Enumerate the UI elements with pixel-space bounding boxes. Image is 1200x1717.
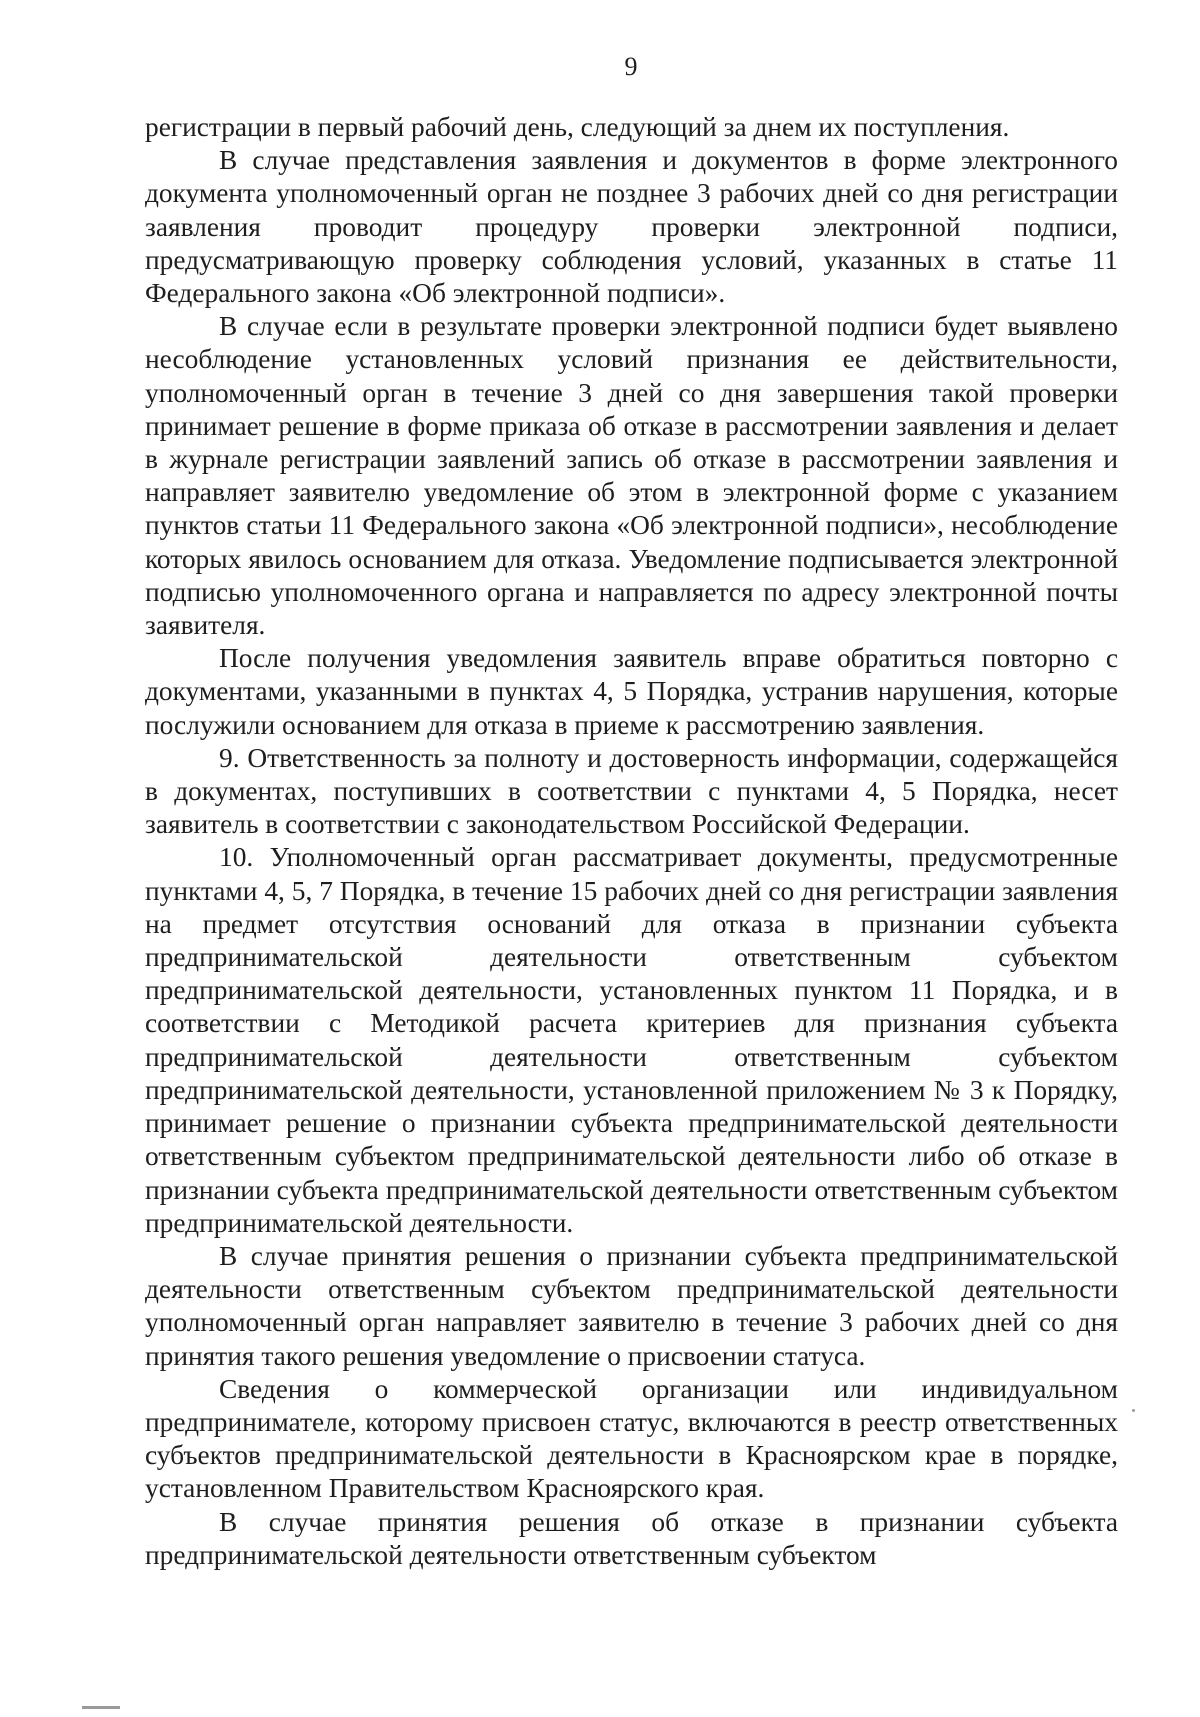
paragraph-item-9: 9. Ответственность за полноту и достоверность информации, содержащейся в документах, поступивших в соответствии с пунктами 4, 5 Порядка, несет заявитель в соответствии с законодательством Российской Федерации. [145, 742, 1118, 840]
paragraph-electronic-document: В случае представления заявления и документов в форме электронного документа уполномоченный орган не позднее 3 рабочих дней со дня регистрации заявления проводит процедуру проверки электронной подписи, предусматривающую проверку соблюдения условий, указанных в статье 11 Федерального закона «Об электронной подписи». [145, 145, 1118, 309]
paragraph-status-assignment: В случае принятия решения о признании субъекта предпринимательской деятельности ответственным субъектом предпринимательской деятельности уполномоченный орган направляет заявителю в течение 3 рабочих дней со дня принятия такого решения уведомление о присвоении статуса. [145, 1240, 1118, 1371]
paragraph-item-10: 10. Уполномоченный орган рассматривает документы, предусмотренные пунктами 4, 5, 7 Порядка, в течение 15 рабочих дней со дня регистрации заявления на предмет отсутствия оснований для отказа в признании субъекта предпринимательской деятельности ответственным субъектом предпринимательской деятельности, установленных пунктом 11 Порядка, и в соответствии с Методикой расчета критериев для признания субъекта предпринимательской деятельности ответственным субъектом предпринимательской деятельности, установленной приложением № 3 к Порядку, принимает решение о признании субъекта предпринимательской деятельности ответственным субъектом предпринимательской деятельности либо об отказе в признании субъекта предпринимательской деятельности ответственным субъектом предпринимательской деятельности. [145, 842, 1118, 1238]
paragraph-registry-inclusion: Сведения о коммерческой организации или индивидуальном предпринимателе, которому присвоен статус, включаются в реестр ответственных субъектов предпринимательской деятельности в Красноярском крае в порядке, установленном Правительством Красноярского края. [145, 1373, 1118, 1504]
paragraph-signature-check-failure: В случае если в результате проверки электронной подписи будет выявлено несоблюдение установленных условий признания ее действительности, уполномоченный орган в течение 3 дней со дня завершения такой проверки принимает решение в форме приказа об отказе в рассмотрении заявления и делает в журнале регистрации заявлений запись об отказе в рассмотрении заявления и направляет заявителю уведомление об этом в электронной форме с указанием пунктов статьи 11 Федерального закона «Об электронной подписи», несоблюдение которых явилось основанием для отказа. Уведомление подписывается электронной подписью уполномоченного органа и направляется по адресу электронной почты заявителя. [145, 311, 1118, 641]
paragraph-refusal-decision: В случае принятия решения об отказе в признании субъекта предпринимательской деятельности ответственным субъектом [145, 1506, 1118, 1570]
page-number: 9 [624, 52, 638, 81]
scan-artifact-dot [1132, 1409, 1135, 1412]
scan-artifact-mark [82, 1706, 120, 1709]
paragraph-repeat-application: После получения уведомления заявитель вправе обратиться повторно с документами, указанными в пунктах 4, 5 Порядка, устранив нарушения, которые послужили основанием для отказа в приеме к рассмотрению заявления. [145, 643, 1118, 740]
document-body [145, 111, 1118, 1572]
paragraph-continuation: регистрации в первый рабочий день, следующий за днем их поступления. [145, 112, 1010, 142]
